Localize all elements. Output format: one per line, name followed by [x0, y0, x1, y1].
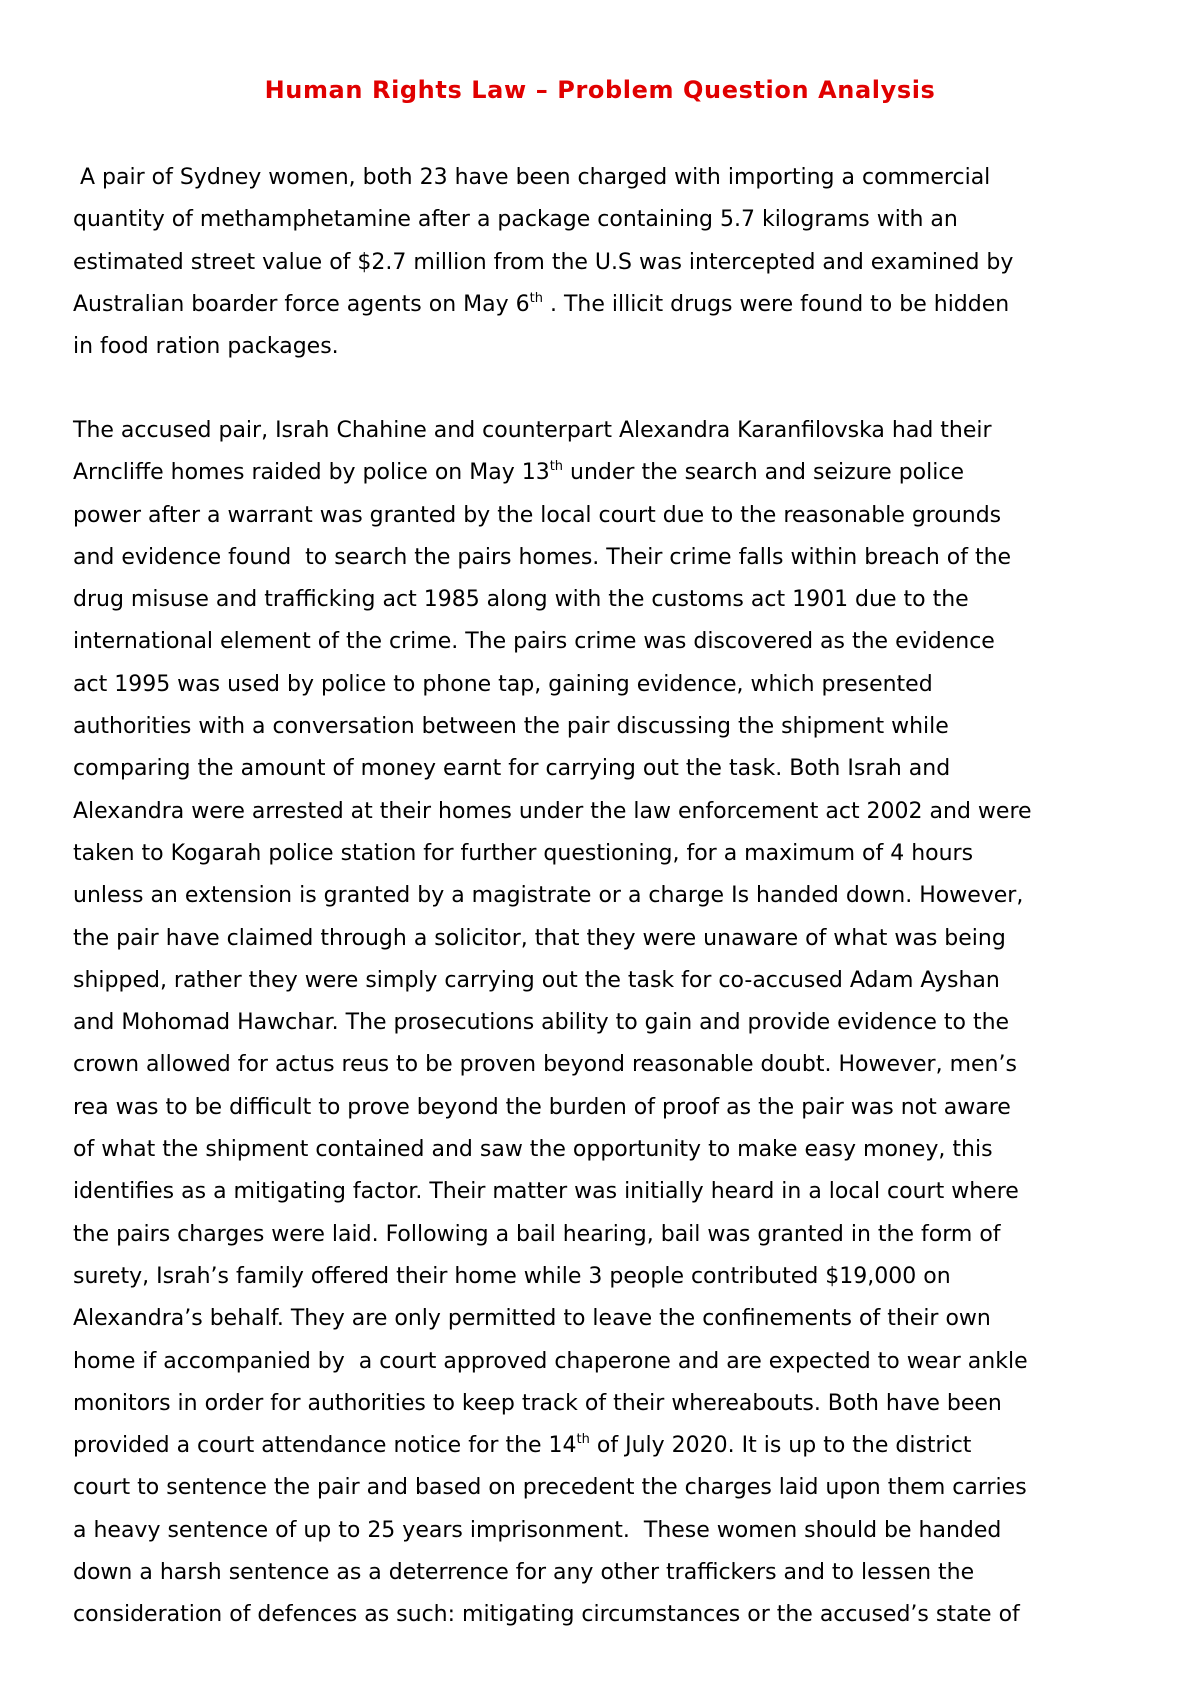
- text-line: [73, 1087, 1143, 1129]
- text-segment: provided a court attendance notice for the 14: [73, 1433, 577, 1459]
- text-line: [73, 452, 1143, 494]
- text-segment: act 1995 was used by police to phone tap, gaining evidence, which presented: [73, 671, 933, 697]
- text-segment: home if accompanied by a court approved chaperone and are expected to wear ankle: [73, 1348, 1028, 1374]
- text-line: [73, 918, 1143, 960]
- text-segment: the pairs charges were laid. Following a bail hearing, bail was granted in the form of: [73, 1221, 1001, 1247]
- paragraph-case-analysis: [73, 410, 1143, 1637]
- text-segment: Alexandra’s behalf. They are only permitted to leave the confinements of their own: [73, 1306, 991, 1332]
- text-segment: down a harsh sentence as a deterrence for any other traffickers and to lessen the: [73, 1560, 975, 1586]
- text-line: [73, 199, 1143, 241]
- text-segment: in food ration packages.: [73, 334, 339, 360]
- text-line: [73, 495, 1143, 537]
- text-line: [73, 1510, 1143, 1552]
- text-segment: quantity of methamphetamine after a package containing 5.7 kilograms with an: [73, 207, 958, 233]
- text-line: [73, 579, 1143, 621]
- text-line: [73, 1129, 1143, 1171]
- text-line: [73, 1383, 1143, 1425]
- text-line: [73, 410, 1143, 452]
- text-segment: drug misuse and trafficking act 1985 along with the customs act 1901 due to the: [73, 587, 969, 613]
- text-segment: and Mohomad Hawchar. The prosecutions ability to gain and provide evidence to the: [73, 1010, 1010, 1036]
- text-line: [73, 284, 1143, 326]
- text-segment: identifies as a mitigating factor. Their matter was initially heard in a local court where: [73, 1179, 1019, 1205]
- text-segment: comparing the amount of money earnt for carrying out the task. Both Israh and: [73, 756, 951, 782]
- text-line: [73, 326, 1143, 368]
- text-line: [73, 1044, 1143, 1086]
- text-segment: surety, Israh’s family offered their home while 3 people contributed $19,000 on: [73, 1263, 951, 1289]
- text-segment: Australian boarder force agents on May 6: [73, 291, 530, 317]
- text-line: [73, 621, 1143, 663]
- text-line: [73, 1002, 1143, 1044]
- paragraph-intro: [73, 157, 1143, 368]
- text-segment: Arncliffe homes raided by police on May 13: [73, 460, 550, 486]
- text-segment: taken to Kogarah police station for further questioning, for a maximum of 4 hours: [73, 840, 974, 866]
- text-segment: unless an extension is granted by a magistrate or a charge Is handed down. However,: [73, 883, 1024, 909]
- text-segment: of July 2020. It is up to the district: [589, 1433, 972, 1459]
- text-line: [73, 1594, 1143, 1636]
- text-line: [73, 157, 1143, 199]
- text-line: [73, 1467, 1143, 1509]
- text-line: [73, 537, 1143, 579]
- text-segment: shipped, rather they were simply carrying out the task for co-accused Adam Ayshan: [73, 967, 1000, 993]
- text-segment: A pair of Sydney women, both 23 have been charged with importing a commercial: [73, 165, 991, 190]
- document-title: Human Rights Law – Problem Question Analysis: [264, 76, 936, 104]
- text-segment: crown allowed for actus reus to be proven beyond reasonable doubt. However, men’s: [73, 1052, 1017, 1078]
- text-line: [73, 1341, 1143, 1383]
- text-segment: the pair have claimed through a solicitor, that they were unaware of what was being: [73, 925, 1006, 951]
- text-line: [73, 1425, 1143, 1467]
- text-segment: of what the shipment contained and saw the opportunity to make easy money, this: [73, 1137, 993, 1163]
- text-segment: court to sentence the pair and based on precedent the charges laid upon them carries: [73, 1475, 1027, 1501]
- superscript-ordinal: th: [576, 1432, 590, 1448]
- text-segment: international element of the crime. The pairs crime was discovered as the evidence: [73, 629, 995, 655]
- text-line: [73, 1171, 1143, 1213]
- text-line: [73, 748, 1143, 790]
- text-segment: . The illicit drugs were found to be hidden: [542, 291, 1010, 317]
- text-line: [73, 1214, 1143, 1256]
- text-segment: Alexandra were arrested at their homes under the law enforcement act 2002 and were: [73, 798, 1032, 824]
- text-line: [73, 875, 1143, 917]
- text-segment: under the search and seizure police: [563, 460, 964, 486]
- superscript-ordinal: th: [549, 459, 564, 475]
- text-line: [73, 960, 1143, 1002]
- superscript-ordinal: th: [529, 290, 543, 306]
- text-segment: a heavy sentence of up to 25 years imprisonment. These women should be handed: [73, 1517, 1002, 1543]
- text-line: [73, 791, 1143, 833]
- text-segment: power after a warrant was granted by the local court due to the reasonable grounds: [73, 502, 1002, 528]
- text-line: [73, 1552, 1143, 1594]
- text-line: [73, 664, 1143, 706]
- text-segment: consideration of defences as such: mitigating circumstances or the accused’s state of: [73, 1602, 1020, 1628]
- text-segment: monitors in order for authorities to keep track of their whereabouts. Both have been: [73, 1390, 1002, 1416]
- text-line: [73, 833, 1143, 875]
- text-segment: and evidence found to search the pairs homes. Their crime falls within breach of the: [73, 544, 1012, 570]
- text-line: [73, 1298, 1143, 1340]
- text-line: [73, 242, 1143, 284]
- text-segment: The accused pair, Israh Chahine and counterpart Alexandra Karanfilovska had their: [73, 418, 992, 443]
- text-segment: authorities with a conversation between the pair discussing the shipment while: [73, 714, 949, 740]
- text-line: [73, 706, 1143, 748]
- text-line: [73, 1256, 1143, 1298]
- text-segment: estimated street value of $2.7 million from the U.S was intercepted and examined by: [73, 249, 1014, 275]
- text-segment: rea was to be difficult to prove beyond the burden of proof as the pair was not aware: [73, 1094, 1011, 1120]
